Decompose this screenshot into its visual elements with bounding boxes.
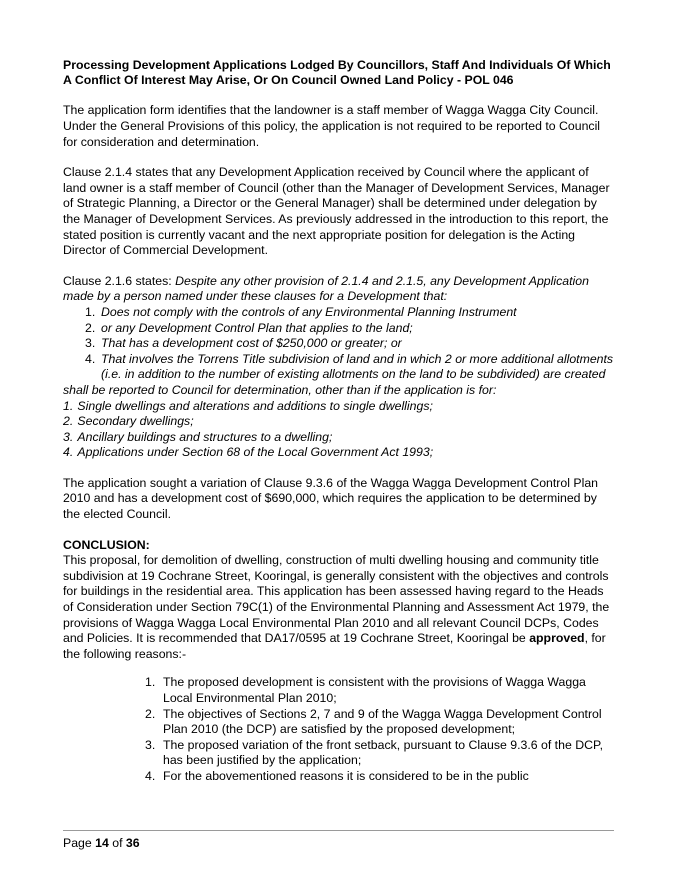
- list-item: 1. Single dwellings and alterations and additions to single dwellings;: [63, 398, 433, 413]
- list-item: 4. That involves the Torrens Title subdivision of land and in which 2 or more additional allotments (i.e. in addition to the number of existing allotments on the land to be subdivided) are created: [85, 351, 614, 382]
- list-item: 2. Secondary dwellings;: [63, 414, 194, 429]
- page-footer: Page 14 of 36: [63, 836, 140, 850]
- paragraph-1: The application form identifies that the landowner is a staff member of Wagga Wagga City Council. Under the General Provisions of this policy, the application is not required to be reported to Council for consideration and determination.: [63, 103, 601, 149]
- approved-text: approved: [529, 631, 585, 646]
- paragraph-2: Clause 2.1.4 states that any Development Application received by Council where the applicant of land owner is a staff member of Council (other than the Manager of Development Services, Manager of Strategic Planning, a Director or the General Manager) shall be determined under delegation by the Manager of Development Services. As previously addressed in the introduction to this report, the stated position is currently vacant and the next appropriate position for delegation is the Acting Director of Commercial Development.: [63, 165, 610, 258]
- policy-title: Processing Development Applications Lodged By Councillors, Staff And Individuals Of Which A Conflict Of Interest May Arise, Or On Council Owned Land Policy - POL 046: [63, 58, 611, 88]
- clause-216-quote: Despite any other provision of 2.1.4 and 2.1.5, any Development Application made by a person named under these clauses for a Development that:: [63, 273, 589, 304]
- list-item: 3. That has a development cost of $250,000 or greater; or: [85, 336, 402, 351]
- list-item: 1. Does not comply with the controls of any Environmental Planning Instrument: [85, 304, 517, 319]
- list-item: 2. or any Development Control Plan that applies to the land;: [85, 320, 413, 335]
- clause-216-criteria-list: [63, 305, 614, 383]
- shall-line: shall be reported to Council for determination, other than if the application is for:: [63, 382, 497, 397]
- list-item: 4. Applications under Section 68 of the Local Government Act 1993;: [63, 445, 434, 460]
- page-total: 36: [125, 836, 140, 850]
- list-item: 4. For the abovementioned reasons it is considered to be in the public: [145, 768, 529, 783]
- list-item: 2. The objectives of Sections 2, 7 and 9 of the Wagga Wagga Development Control Plan 2010 (the DCP) are satisfied by the proposed development;: [145, 706, 602, 737]
- reasons-list: [63, 675, 614, 784]
- list-item: 3. Ancillary buildings and structures to a dwelling;: [63, 429, 333, 444]
- clause-216-intro: [63, 274, 614, 305]
- clause-216-block: [63, 274, 614, 461]
- paragraph-3: The application sought a variation of Clause 9.3.6 of the Wagga Wagga Development Control Plan 2010 and has a development cost of $690,000, which requires the application to be determined by the elected Council.: [63, 475, 599, 522]
- document-body: [63, 58, 614, 785]
- page-number: 14: [95, 836, 109, 850]
- exceptions-list: [63, 399, 614, 461]
- footer-rule: [63, 830, 614, 831]
- list-item: 1. The proposed development is consistent with the provisions of Wagga Wagga Local Environmental Plan 2010;: [145, 675, 586, 705]
- list-item: 3. The proposed variation of the front setback, pursuant to Clause 9.3.6 of the DCP, has been justified by the application;: [145, 737, 603, 768]
- conclusion-heading: CONCLUSION:: [63, 537, 150, 552]
- conclusion-paragraph: This proposal, for demolition of dwelling, construction of multi dwelling housing and community title subdivision at 19 Cochrane Street, Kooringal, is generally consistent with the objectives and controls for buildings in the residential area. This application has been assessed having regard to the Heads of Consideration under Section 79C(1) of the Environmental Planning and Assessment Act 1979, the provisions of Wagga Wagga Local Environmental Plan 2010 and all relevant Council DCPs, Codes and Policies. It is recommended that DA17/0595 at 19 Cochrane Street, Kooringal be approved, for the following reasons:-: [63, 553, 610, 661]
- clause-216-lead: Clause 2.1.6 states:: [63, 273, 176, 288]
